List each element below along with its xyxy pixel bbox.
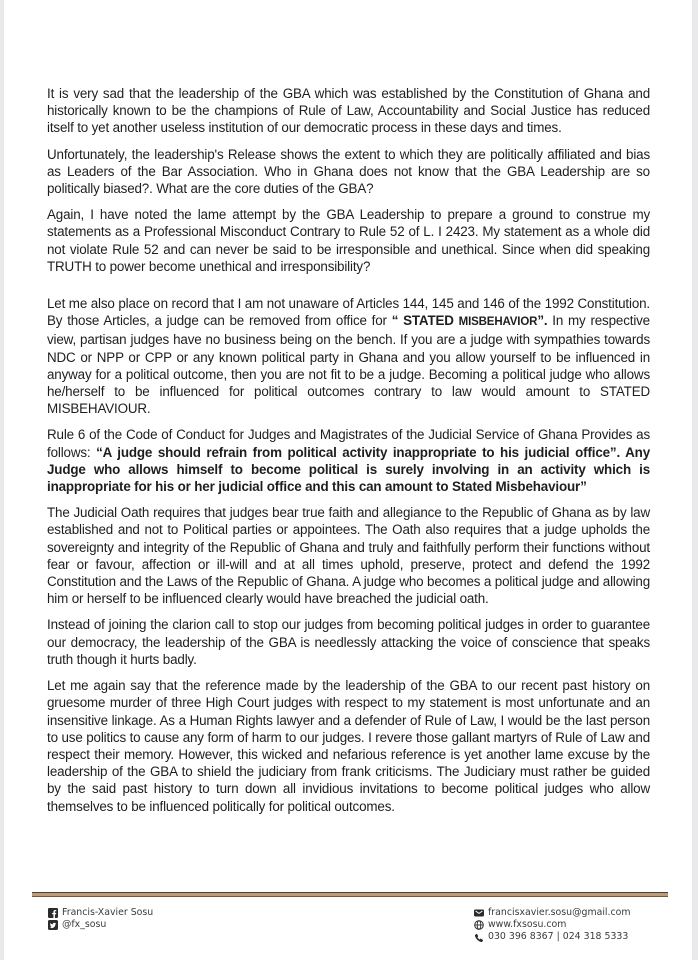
phone-numbers: 030 396 8367 | 024 318 5333 xyxy=(488,931,629,943)
paragraph-judicial-oath xyxy=(47,504,650,607)
paragraph-past-history xyxy=(47,677,650,815)
globe-icon xyxy=(474,920,484,930)
paragraph-clarion-call xyxy=(47,616,650,668)
phone-icon xyxy=(474,933,484,943)
footer-twitter[interactable] xyxy=(48,919,153,931)
footer-website[interactable] xyxy=(474,919,631,931)
paragraph-rule-6-code-of-conduct xyxy=(47,426,650,495)
text-segment: Let me again say that the reference made by the leadership of the GBA to our recent past history on gruesome murder of three High Court judges with respect to my statement is most unfortunate and an insensitive linkage. As a Human Rights lawyer and a defender of Rule of Law, I would be the last person to use politics to cause any form of harm to our judges. I revere those gallant martyrs of Rule of Law and respect their memory. However, this wicked and nefarious reference is yet another lame excuse by the leadership of the GBA to shield the judiciary from frank criticisms. The Judiciary must rather be guided by the said past history to turn down all invidious invitations to become political judges who allow themselves to be influenced politically for political outcomes. xyxy=(47,678,650,814)
quote-segment: “A judge should refrain from political activity inappropriate to his judicial office”. Any Judge who allows himself to become political is surely involving in an activity which is inappropriate for his or her judicial office and this can amount to Stated Misbehaviour” xyxy=(47,444,651,495)
footer-contact xyxy=(474,907,631,944)
letter-body xyxy=(47,85,650,824)
text-segment: Again, I have noted the lame attempt by the GBA Leadership to prepare a ground to construe my statements as a Professional Misconduct Contrary to Rule 52 of L. I 2423. My statement as a whole did not violate Rule 52 and can never be said to be irresponsible and unethical. Since when did speaking TRUTH to power become unethical and irresponsibility? xyxy=(47,207,650,274)
text-segment: The Judicial Oath requires that judges bear true faith and allegiance to the Republic of Ghana as by law established and not to Political parties or appointees. The Oath also requires that a judge upholds the sovereignty and integrity of the Republic of Ghana and truly and faithfully perform their functions without fear or favour, affection or ill-will and at all times uphold, preserve, protect and defend the 1992 Constitution and the Laws of the Republic of Ghana. A judge who becomes a political judge and allowing him or herself to be influenced clearly would have breached the judicial oath. xyxy=(47,505,650,607)
footer-email[interactable] xyxy=(474,907,631,919)
paragraph-articles-144-146 xyxy=(47,295,650,417)
emphasis-segment: MISBEHAVIOR xyxy=(458,316,538,329)
paragraph-political-affiliation xyxy=(47,146,650,198)
website-url: www.fxsosu.com xyxy=(488,919,567,931)
text-segment: In my respective view, partisan judges have no business being on the bench. If you are a judge with sympathies towards NDC or NPP or CPP or any known political party in Ghana and you allow yourself to be influenced in anyway for a political outcome, then you are not fit to be a judge. Becoming a political judge who allows he/herself to be influenced for political outcomes contrary to law would amount to STATED MISBEHAVIOUR. xyxy=(47,313,650,417)
facebook-icon xyxy=(48,908,58,918)
twitter-handle: @fx_sosu xyxy=(62,919,107,931)
text-segment: Unfortunately, the leadership's Release shows the extent to which they are politically affiliated and bias as Leaders of the Bar Association. Who in Ghana does not know that the GBA Leadership are so politically biased?. What are the core duties of the GBA? xyxy=(47,146,650,197)
text-segment: It is very sad that the leadership of the GBA which was established by the Constitution of Ghana and historically known to be the champions of Rule of Law, Accountability and Social Justice has reduced itself to yet another useless institution of our democratic process in these days and times. xyxy=(47,86,650,136)
footer-social xyxy=(48,907,153,931)
emphasis-segment: ”. xyxy=(537,313,548,329)
text-segment: Instead of joining the clarion call to stop our judges from becoming political judges in order to guarantee our democracy, the leadership of the GBA is needlessly attacking the voice of conscience that speaks truth though it hurts badly. xyxy=(47,617,650,667)
emphasis-segment: “ STATED xyxy=(391,313,459,329)
email-icon xyxy=(474,908,484,918)
paragraph-rule-52 xyxy=(47,206,650,275)
twitter-icon xyxy=(48,920,58,930)
footer-phone[interactable] xyxy=(474,931,631,943)
footer-facebook[interactable] xyxy=(48,907,153,919)
footer-divider xyxy=(32,892,668,897)
text-segment: Let me also place on record that I am not unaware of Articles 144, 145 and 146 of the 1992 Constitution. By those Articles, a judge can be removed from office for xyxy=(47,296,650,329)
email-address: francisxavier.sosu@gmail.com xyxy=(488,907,631,918)
document-page xyxy=(4,0,692,960)
facebook-name: Francis-Xavier Sosu xyxy=(62,907,154,918)
paragraph-gba-leadership xyxy=(47,85,650,137)
text-segment: Rule 6 of the Code of Conduct for Judges and Magistrates of the Judicial Service of Ghana Provides as follows: xyxy=(47,427,650,460)
